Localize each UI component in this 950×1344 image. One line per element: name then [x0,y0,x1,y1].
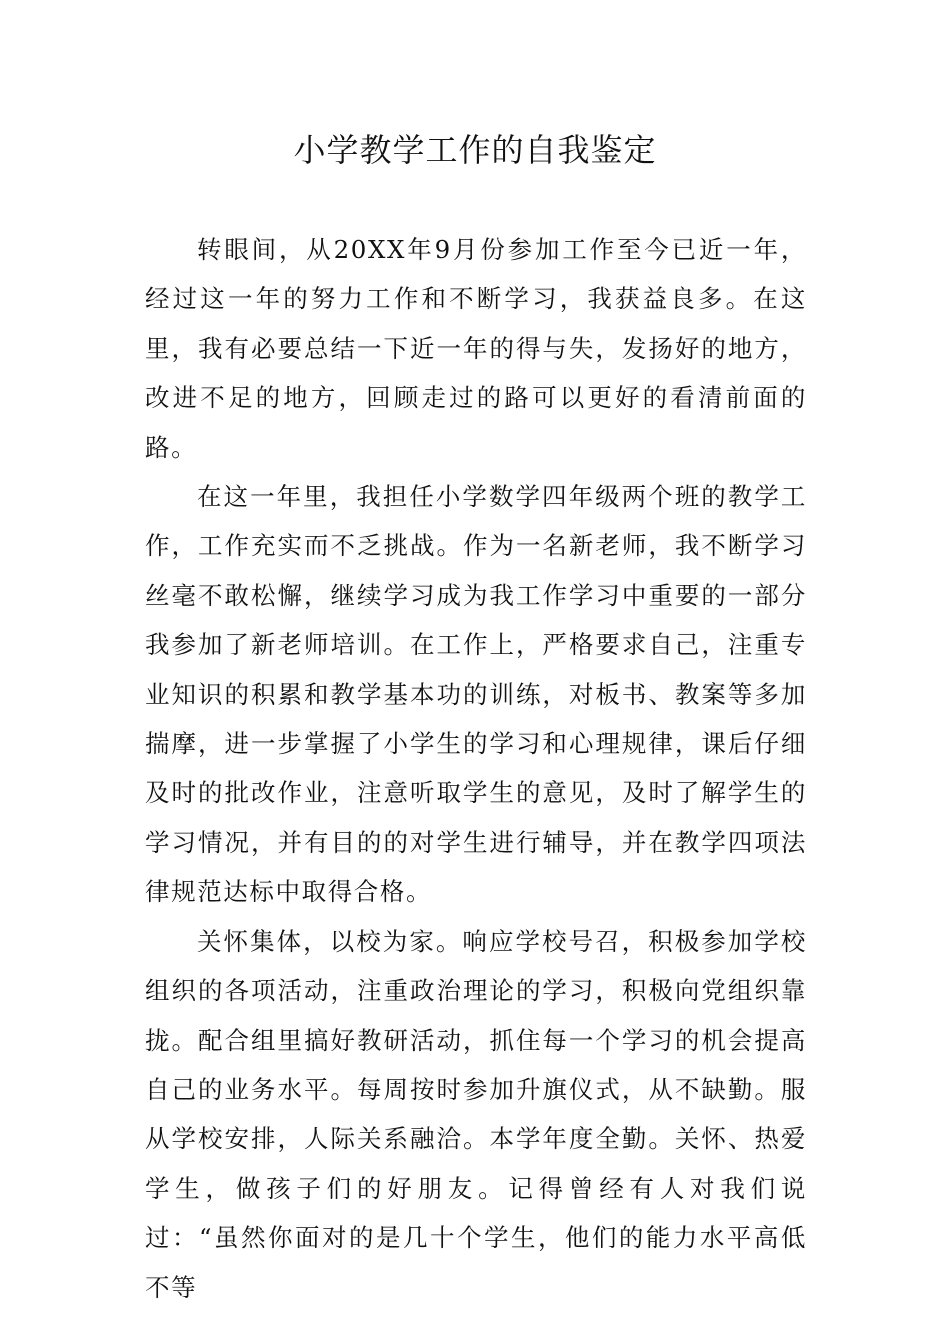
document-title: 小学教学工作的自我鉴定 [293,131,657,169]
document-body [145,225,807,1312]
paragraph-2: 在这一年里，我担任小学数学四年级两个班的教学工作，工作充实而不乏挑战。作为一名新老师，我不断学习丝毫不敢松懈，继续学习成为我工作学习中重要的一部分我参加了新老师培训。在工作上，严格要求自己，注重专业知识的积累和教学基本功的训练，对板书、教案等多加揣摩，进一步掌握了小学生的学习和心理规律，课后仔细及时的批改作业，注意听取学生的意见，及时了解学生的学习情况，并有目的的对学生进行辅导，并在教学四项法律规范达标中取得合格。 [145,482,807,907]
paragraph-3: 关怀集体，以校为家。响应学校号召，积极参加学校组织的各项活动，注重政治理论的学习，积极向党组织靠拢。配合组里搞好教研活动，抓住每一个学习的机会提高自己的业务水平。每周按时参加升旗仪式，从不缺勤。服从学校安排，人际关系融洽。本学年度全勤。关怀、热爱学生，做孩子们的好朋友。记得曾经有人对我们说过：“虽然你面对的是几十个学生，他们的能力水平高低不等 [145,926,807,1302]
paragraph-1: 转眼间，从20XX年9月份参加工作至今已近一年，经过这一年的努力工作和不断学习，我获益良多。在这里，我有必要总结一下近一年的得与失，发扬好的地方，改进不足的地方，回顾走过的路可以更好的看清前面的路。 [145,235,807,462]
